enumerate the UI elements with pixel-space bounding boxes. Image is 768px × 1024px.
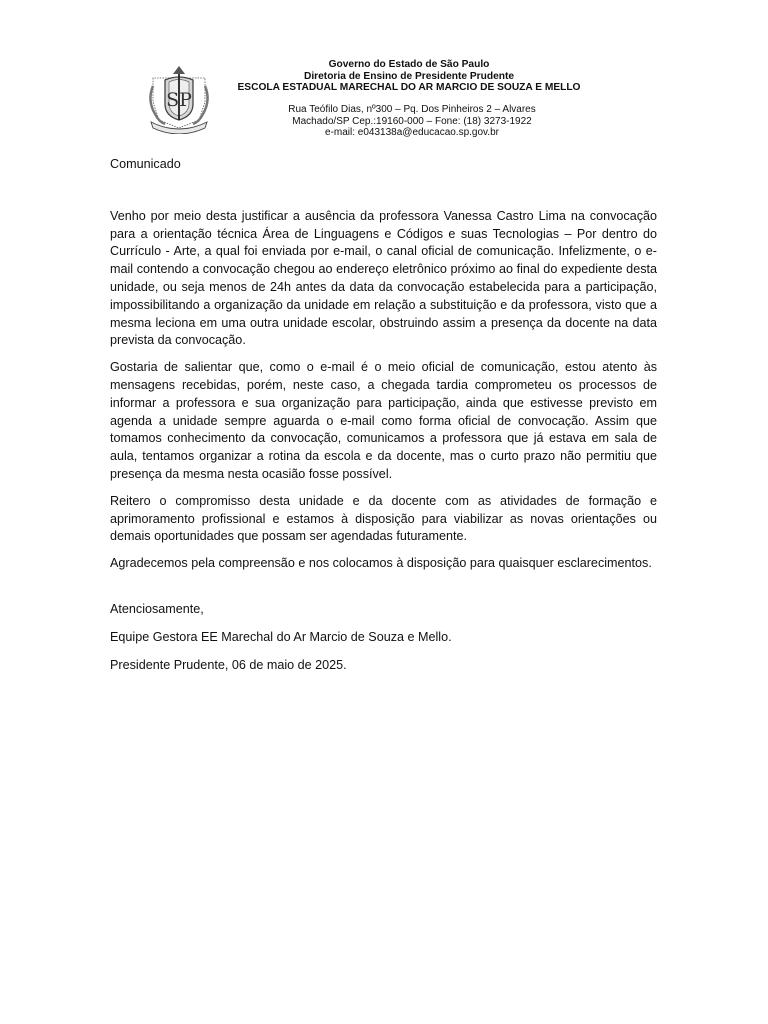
letter-subject: Comunicado [110, 157, 181, 171]
body-paragraph: Gostaria de salientar que, como o e-mail é o meio oficial de comunicação, estou atento às mensagens recebidas, porém, neste caso, a chegada tardia comprometeu os processos de informar a professora e sua organização para participação, ainda que estivesse previsto em agenda a unidade sempre aguarda o e-mail como forma oficial de convocação. Assim que tomamos conhecimento da convocação, comunicamos a professora que já estava em sala de aula, tentamos organizar a rotina da escola e da docente, mas o curto prazo não permitiu que presença da mesma nesta ocasião fosse possível. [110, 360, 657, 481]
svg-text:SP: SP [166, 89, 192, 111]
letterhead-title [232, 59, 586, 94]
greeting: Atenciosamente, [110, 601, 204, 616]
signature: Equipe Gestora EE Marechal do Ar Marcio de Souza e Mello. [110, 629, 452, 644]
school-name: ESCOLA ESTADUAL MARECHAL DO AR MARCIO DE SOUZA E MELLO [237, 82, 581, 93]
government-name: Governo do Estado de São Paulo [328, 59, 490, 70]
state-seal-logo [145, 60, 213, 134]
email-line: e-mail: e043138a@educacao.sp.gov.br [325, 127, 499, 138]
address-line: Machado/SP Cep.:19160-000 – Fone: (18) 3273-1922 [292, 115, 532, 127]
letterhead-address [278, 104, 546, 139]
education-directorate: Diretoria de Ensino de Presidente Prudente [303, 70, 515, 82]
coat-of-arms-icon [145, 60, 213, 134]
letter-body [110, 156, 657, 674]
date-line: Presidente Prudente, 06 de maio de 2025. [110, 657, 347, 672]
body-paragraph: Venho por meio desta justificar a ausência da professora Vanessa Castro Lima na convocação para a orientação técnica Área de Linguagens e Códigos e suas Tecnologias – Por dentro do Currículo - Arte, a qual foi enviada por e-mail, o canal oficial de comunicação. Infelizmente, o e-mail contendo a convocação chegou ao endereço eletrônico próximo ao final do expediente desta unidade, ou seja menos de 24h antes da data da convocação estabelecida para a participação, impossibilitando a organização da unidade em relação a substituição e da professora, visto que a mesma leciona em uma outra unidade escolar, obstruindo assim a presença da docente na data prevista da convocação. [110, 208, 657, 348]
closing-paragraph: Agradecemos pela compreensão e nos colocamos à disposição para quaisquer esclarecimentos. [110, 556, 652, 571]
body-paragraph: Reitero o compromisso desta unidade e da docente com as atividades de formação e aprimoramento profissional e estamos à disposição para viabilizar as novas orientações ou demais oportunidades que possam ser agendadas futuramente. [110, 493, 657, 544]
address-line: Rua Teófilo Dias, nº300 – Pq. Dos Pinheiros 2 – Alvares [288, 104, 536, 115]
